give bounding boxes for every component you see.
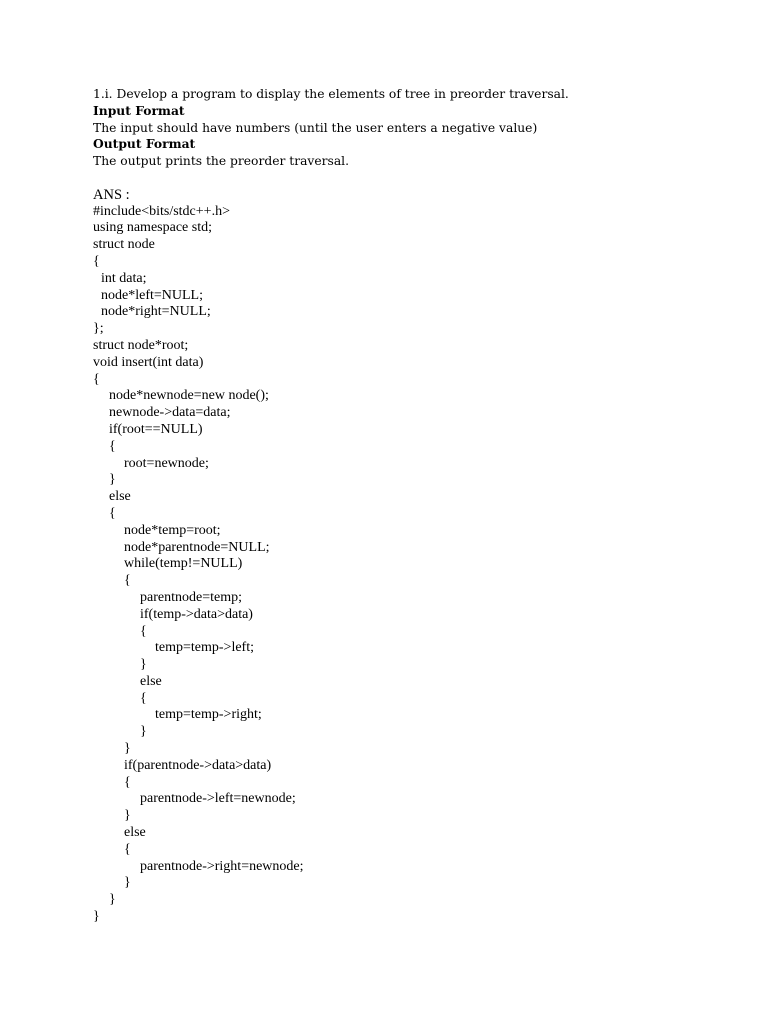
code-line: { — [124, 573, 131, 589]
code-line: } — [140, 657, 147, 673]
code-block — [93, 204, 713, 926]
code-line: if(parentnode->data>data) — [124, 757, 272, 773]
code-line: node*right=NULL; — [101, 304, 211, 320]
answer-label: ANS : — [93, 186, 130, 203]
code-line: } — [140, 724, 147, 740]
question-text: 1.i. Develop a program to display the elements of tree in preorder traversal. — [93, 87, 569, 101]
code-line: } — [124, 875, 131, 891]
input-format-text: The input should have numbers (until the user enters a negative value) — [93, 120, 538, 135]
code-line: }; — [93, 321, 104, 337]
output-format-heading: Output Format — [93, 136, 196, 152]
code-line: { — [93, 253, 100, 269]
input-format-heading: Input Format — [93, 102, 185, 118]
code-line: else — [124, 825, 146, 841]
code-line: } — [109, 472, 116, 488]
document-content — [93, 86, 713, 926]
code-line: parentnode=temp; — [140, 589, 242, 605]
code-line: struct node*root; — [93, 337, 189, 353]
code-line: { — [124, 841, 131, 857]
code-line: newnode->data=data; — [109, 405, 231, 421]
code-line: using namespace std; — [93, 220, 212, 236]
code-line: { — [140, 690, 147, 706]
code-line: if(root==NULL) — [109, 421, 203, 437]
code-line: while(temp!=NULL) — [124, 556, 243, 572]
code-line: } — [93, 909, 100, 925]
code-line: temp=temp->right; — [155, 707, 262, 723]
code-line: { — [124, 774, 131, 790]
code-line: { — [140, 623, 147, 639]
code-line: struct node — [93, 237, 155, 253]
blank-line — [93, 170, 713, 187]
code-line: node*left=NULL; — [101, 287, 203, 303]
code-line: } — [109, 892, 116, 908]
code-line: parentnode->left=newnode; — [140, 791, 296, 807]
code-line: parentnode->right=newnode; — [140, 858, 304, 874]
output-format-text: The output prints the preorder traversal. — [93, 154, 350, 169]
code-line: } — [124, 741, 131, 757]
code-line: int data; — [101, 270, 147, 286]
code-line: } — [124, 808, 131, 824]
code-line: { — [109, 438, 116, 454]
code-line: #include<bits/stdc++.h> — [93, 203, 230, 219]
code-line: { — [93, 371, 100, 387]
code-line: else — [140, 673, 162, 689]
code-line: if(temp->data>data) — [140, 606, 253, 622]
code-line: void insert(int data) — [93, 354, 204, 370]
code-line: { — [109, 505, 116, 521]
code-line: else — [109, 489, 131, 505]
code-line: node*temp=root; — [124, 522, 221, 538]
code-line: node*newnode=new node(); — [109, 388, 269, 404]
code-line: temp=temp->left; — [155, 640, 254, 656]
code-line: node*parentnode=NULL; — [124, 539, 270, 555]
code-line: root=newnode; — [124, 455, 209, 471]
